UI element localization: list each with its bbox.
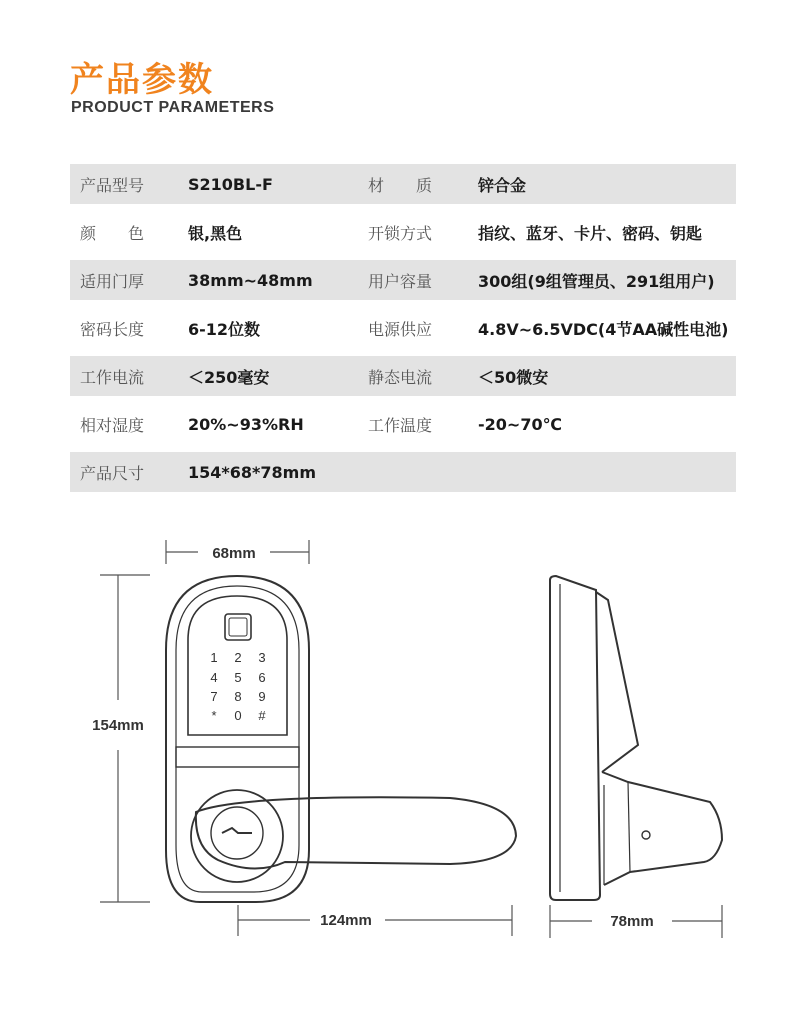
key-star: * xyxy=(211,708,217,723)
spec-table xyxy=(70,164,736,492)
key-1: 1 xyxy=(210,650,218,665)
spec-row-door-thickness xyxy=(70,260,736,300)
spec-label: 颜 色 xyxy=(80,223,145,243)
dimension-height xyxy=(100,575,150,902)
spec-value: 4.8V~6.5VDC(4节AA碱性电池) xyxy=(478,319,729,339)
key-9: 9 xyxy=(258,689,266,704)
lock-side-view xyxy=(550,576,722,900)
spec-label: 静态电流 xyxy=(368,367,433,387)
spec-value: 38mm~48mm xyxy=(188,270,313,290)
spec-value: -20~70℃ xyxy=(478,414,562,434)
key-5: 5 xyxy=(234,670,242,685)
spec-label: 电源供应 xyxy=(368,319,433,339)
spec-label: 工作温度 xyxy=(368,415,433,435)
key-2: 2 xyxy=(234,650,242,665)
spec-label: 产品尺寸 xyxy=(80,463,145,483)
key-hash: # xyxy=(258,708,266,723)
key-4: 4 xyxy=(210,670,218,685)
spec-row-color xyxy=(70,204,736,260)
page-title: 产品参数 xyxy=(70,60,214,100)
page-subtitle: PRODUCT PARAMETERS xyxy=(71,99,275,116)
spec-row-model xyxy=(70,164,736,204)
dimension-height-label: 154mm xyxy=(92,717,144,734)
key-0: 0 xyxy=(234,708,242,723)
spec-label: 工作电流 xyxy=(80,367,145,387)
dimension-depth-label: 78mm xyxy=(610,913,654,930)
spec-label: 适用门厚 xyxy=(80,271,145,291)
spec-value: 指纹、蓝牙、卡片、密码、钥匙 xyxy=(478,223,703,243)
spec-label: 用户容量 xyxy=(368,271,433,291)
spec-label: 开锁方式 xyxy=(368,223,433,243)
key-7: 7 xyxy=(210,689,218,704)
keypad xyxy=(210,650,266,723)
spec-row-size xyxy=(70,452,736,492)
spec-label: 密码长度 xyxy=(80,319,145,339)
spec-value: 300组(9组管理员、291组用户) xyxy=(478,271,715,291)
spec-value: 锌合金 xyxy=(478,175,527,195)
spec-label: 材 质 xyxy=(368,175,433,195)
spec-label: 相对湿度 xyxy=(80,415,145,435)
dimension-handle-length-label: 124mm xyxy=(320,912,372,929)
spec-value: S210BL-F xyxy=(188,174,273,194)
key-3: 3 xyxy=(258,650,266,665)
lock-front-view xyxy=(166,576,516,902)
dimension-width-label: 68mm xyxy=(212,545,256,562)
spec-label: 产品型号 xyxy=(80,175,145,195)
spec-value: ＜50微安 xyxy=(478,367,549,387)
spec-value: 154*68*78mm xyxy=(188,462,317,482)
key-8: 8 xyxy=(234,689,242,704)
lock-technical-drawing xyxy=(0,500,800,1020)
spec-row-password-length xyxy=(70,300,736,356)
spec-value: 6-12位数 xyxy=(188,319,261,339)
key-6: 6 xyxy=(258,670,266,685)
spec-value: ＜250毫安 xyxy=(188,367,270,387)
dimension-handle-length xyxy=(238,905,512,936)
spec-row-current xyxy=(70,356,736,396)
spec-value: 20%~93%RH xyxy=(188,414,304,434)
spec-row-humidity xyxy=(70,396,736,452)
spec-value: 银,黑色 xyxy=(188,223,243,243)
